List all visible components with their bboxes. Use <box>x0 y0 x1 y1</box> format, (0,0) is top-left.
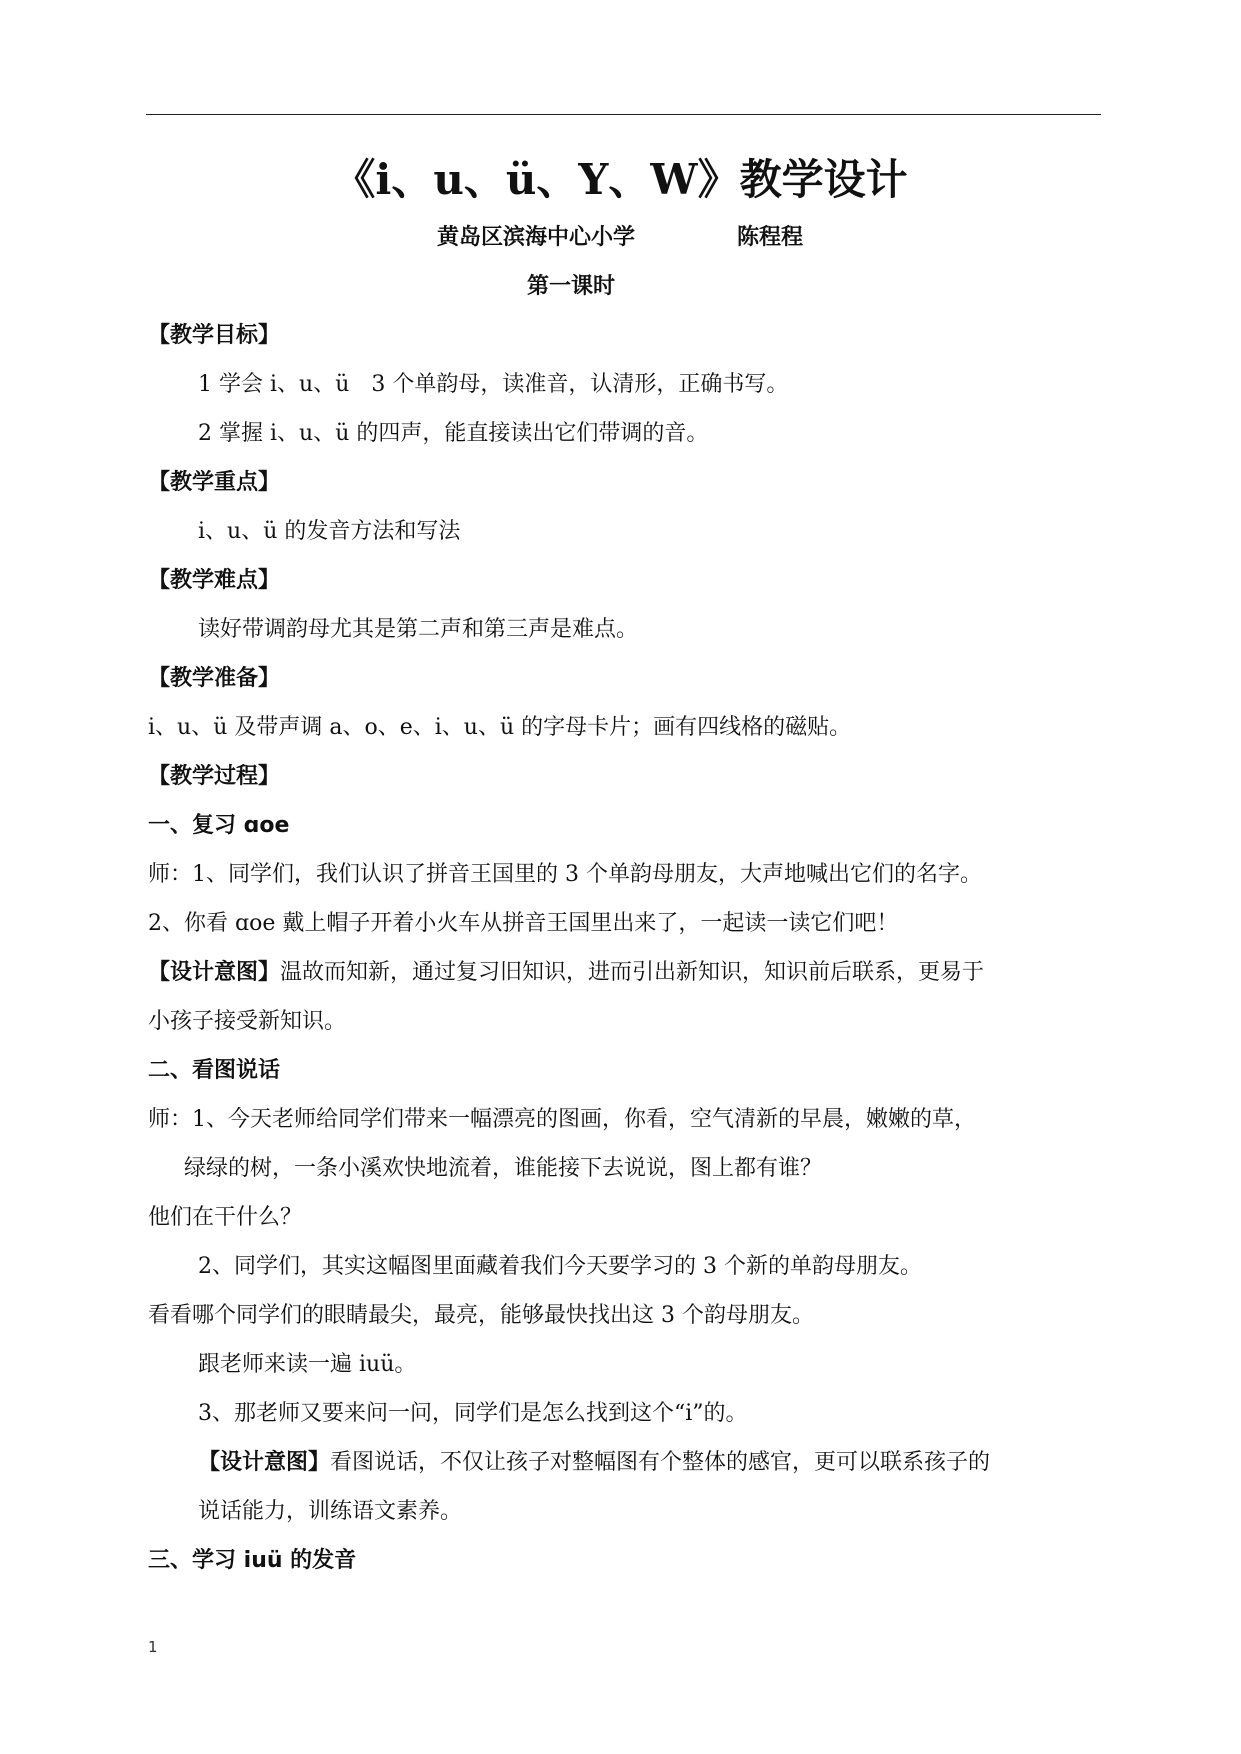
section2-p2-line1: 2、同学们，其实这幅图里面藏着我们今天要学习的 3 个新的单韵母朋友。 <box>198 1254 922 1279</box>
key-points-heading: 【教学重点】 <box>148 470 281 495</box>
school-name: 黄岛区滨海中心小学 <box>437 225 636 250</box>
section1-intent-line2: 小孩子接受新知识。 <box>148 1009 347 1034</box>
preparation-heading: 【教学准备】 <box>148 666 281 691</box>
section2-intent-line1 <box>198 1448 990 1478</box>
section1-heading: 一、复习 ɑoe <box>148 813 290 838</box>
section1-intent-text: 温故而知新，通过复习旧知识，进而引出新知识，知识前后联系，更易于 <box>280 960 985 985</box>
page-number: 1 <box>148 1638 158 1656</box>
page-title: 《i、u、ü、Y、W》教学设计 <box>333 155 908 204</box>
section2-intent-text: 看图说话，不仅让孩子对整幅图有个整体的感官，更可以联系孩子的 <box>330 1450 991 1475</box>
section1-line2: 2、你看 ɑoe 戴上帽子开着小火车从拼音王国里出来了，一起读一读它们吧！ <box>148 911 899 936</box>
lesson-label: 第一课时 <box>527 274 616 299</box>
section2-p3: 3、那老师又要来问一问，同学们是怎么找到这个“i”的。 <box>198 1401 748 1426</box>
section2-p2-line2: 看看哪个同学们的眼睛最尖，最亮，能够最快找出这 3 个韵母朋友。 <box>148 1303 814 1328</box>
goal-item-2: 2 掌握 i、u、ü 的四声，能直接读出它们带调的音。 <box>198 421 709 446</box>
section2-intent-label: 【设计意图】 <box>198 1450 331 1475</box>
header-rule <box>146 114 1101 115</box>
section1-line1: 师：1、同学们，我们认识了拼音王国里的 3 个单韵母朋友，大声地喊出它们的名字。 <box>148 862 982 887</box>
section2-p1-line2: 绿绿的树，一条小溪欢快地流着，谁能接下去说说，图上都有谁？ <box>184 1156 823 1181</box>
preparation-text: i、u、ü 及带声调 a、o、e、i、u、ü 的字母卡片；画有四线格的磁贴。 <box>148 715 852 740</box>
section2-heading: 二、看图说话 <box>148 1058 281 1083</box>
section2-p1-line1: 师：1、今天老师给同学们带来一幅漂亮的图画，你看，空气清新的早晨，嫩嫩的草， <box>148 1107 976 1132</box>
section3-heading: 三、学习 iuü 的发音 <box>148 1548 357 1573</box>
difficulties-text: 读好带调韵母尤其是第二声和第三声是难点。 <box>198 617 639 642</box>
key-points-text: i、u、ü 的发音方法和写法 <box>198 519 461 544</box>
teacher-name: 陈程程 <box>737 225 804 250</box>
section2-p1-line3: 他们在干什么？ <box>148 1205 303 1230</box>
section2-intent-line2: 说话能力，训练语文素养。 <box>198 1499 463 1524</box>
section1-intent-label: 【设计意图】 <box>148 960 281 985</box>
section2-p2-line3: 跟老师来读一遍 iuü。 <box>198 1352 417 1377</box>
difficulties-heading: 【教学难点】 <box>148 568 281 593</box>
goals-heading: 【教学目标】 <box>148 323 281 348</box>
section1-intent-line1 <box>148 958 984 988</box>
process-heading: 【教学过程】 <box>148 764 281 789</box>
goal-item-1: 1 学会 i、u、ü 3 个单韵母，读准音，认清形，正确书写。 <box>198 372 789 397</box>
